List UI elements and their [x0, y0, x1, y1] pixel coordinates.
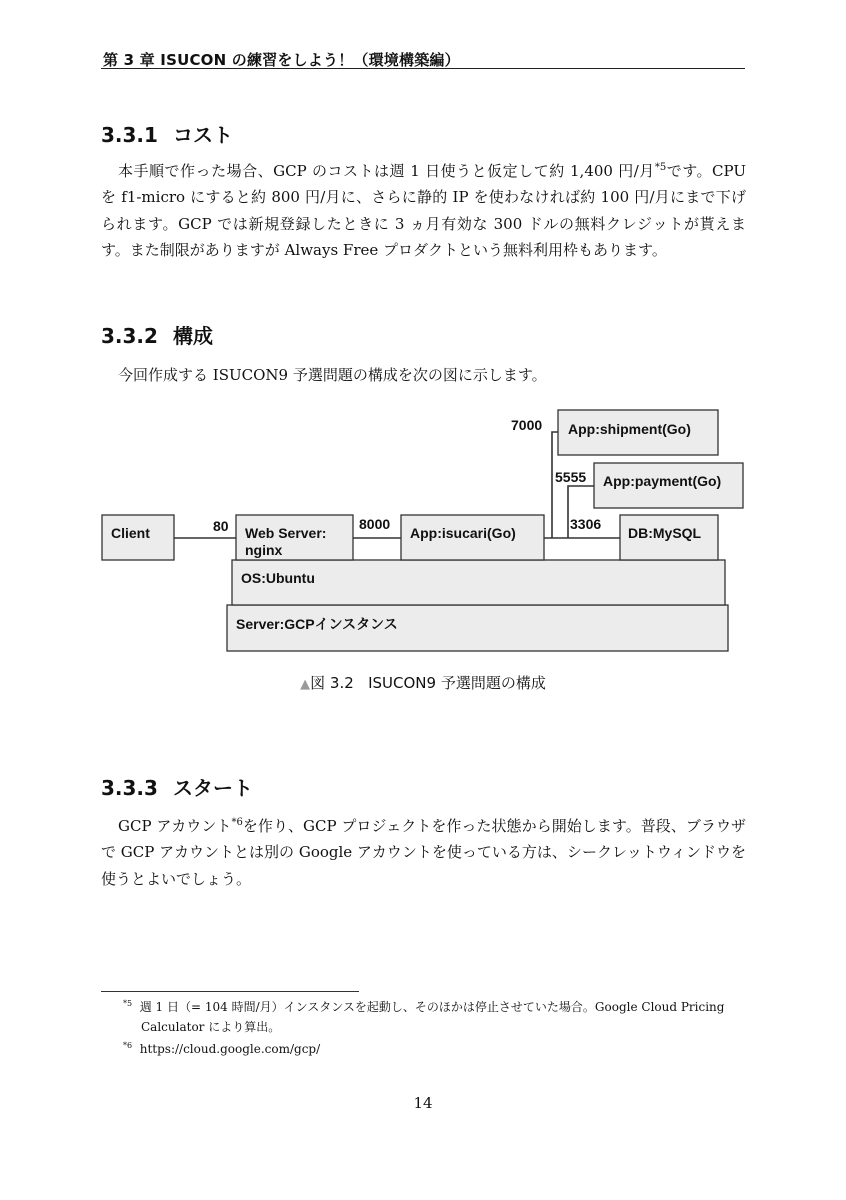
label-app-isucari: App:isucari(Go): [410, 525, 516, 541]
port-7000: 7000: [511, 417, 543, 433]
footnote-ref[interactable]: *6: [231, 817, 243, 828]
section-heading-cost: [101, 119, 233, 148]
paragraph-start: [101, 813, 746, 892]
footnote-mark: *5: [123, 999, 133, 1008]
label-web-server-line1: Web Server:: [245, 525, 327, 541]
figure-caption: [0, 672, 846, 693]
paragraph-text: 本手順で作った場合、GCP のコストは週 1 日使うと仮定して約 1,400 円/月: [118, 162, 655, 180]
running-header: 第 3 章 ISUCON の練習をしよう！（環境構築編）: [103, 51, 460, 69]
section-title: 構成: [173, 324, 213, 348]
paragraph-text: GCP アカウント: [118, 817, 232, 835]
label-app-payment: App:payment(Go): [603, 473, 722, 489]
caption-text: ISUCON9 予選問題の構成: [368, 674, 546, 692]
label-app-shipment: App:shipment(Go): [568, 421, 691, 437]
paragraph-text: 今回作成する ISUCON9 予選問題の構成を次の図に示します。: [118, 366, 547, 384]
section-title: スタート: [173, 776, 253, 800]
header-rule: [101, 68, 745, 69]
footnote-6: [123, 1036, 763, 1059]
label-client: Client: [111, 525, 150, 541]
footnote-5: [123, 994, 763, 1037]
label-server: Server:GCPインスタンス: [236, 616, 398, 632]
footnote-mark: *6: [123, 1041, 133, 1050]
caption-number: 図 3.2: [310, 674, 354, 692]
caption-triangle-icon: ▲: [300, 677, 311, 692]
paragraph-text-continued: です。CPU を f1-micro にすると約 800 円/月に、さらに静的 IP を使わなければ約 100 円/月にまで下げられます。GCP では新規登録したときに 3 ヵ月有効な 300 ドルの無料クレジットが貰えます。また制限がありますが Always Free プロダクトという無料利用枠もあります。: [101, 162, 746, 259]
section-title: コスト: [173, 123, 233, 147]
paragraph-text-continued: を作り、GCP プロジェクトを作った状態から開始します。普段、ブラウザで GCP アカウントとは別の Google アカウントを使っている方は、シークレットウィンドウを使うとよいでしょう。: [101, 817, 747, 888]
section-heading-start: [101, 772, 253, 801]
port-80: 80: [213, 518, 229, 534]
port-8000: 8000: [359, 516, 391, 532]
port-3306: 3306: [570, 516, 602, 532]
label-web-server-line2: nginx: [245, 542, 283, 558]
section-number: 3.3.2: [101, 324, 158, 348]
label-os: OS:Ubuntu: [241, 570, 315, 586]
paragraph-architecture: [101, 362, 746, 388]
page-number: 14: [413, 1094, 433, 1112]
link-app-shipment: [552, 432, 558, 538]
section-number: 3.3.3: [101, 776, 158, 800]
port-5555: 5555: [555, 469, 587, 485]
label-db: DB:MySQL: [628, 525, 702, 541]
footnote-text: 週 1 日（= 104 時間/月）インスタンスを起動し、そのほかは停止させていた場合。Google Cloud Pricing Calculator により算出。: [139, 1000, 725, 1034]
architecture-diagram: [0, 400, 846, 660]
paragraph-cost: [101, 158, 746, 263]
section-number: 3.3.1: [101, 123, 158, 147]
footnote-ref[interactable]: *5: [654, 162, 667, 173]
footnote-rule: [101, 991, 359, 992]
section-heading-architecture: [101, 320, 213, 349]
footnote-link[interactable]: https://cloud.google.com/gcp/: [139, 1042, 321, 1056]
